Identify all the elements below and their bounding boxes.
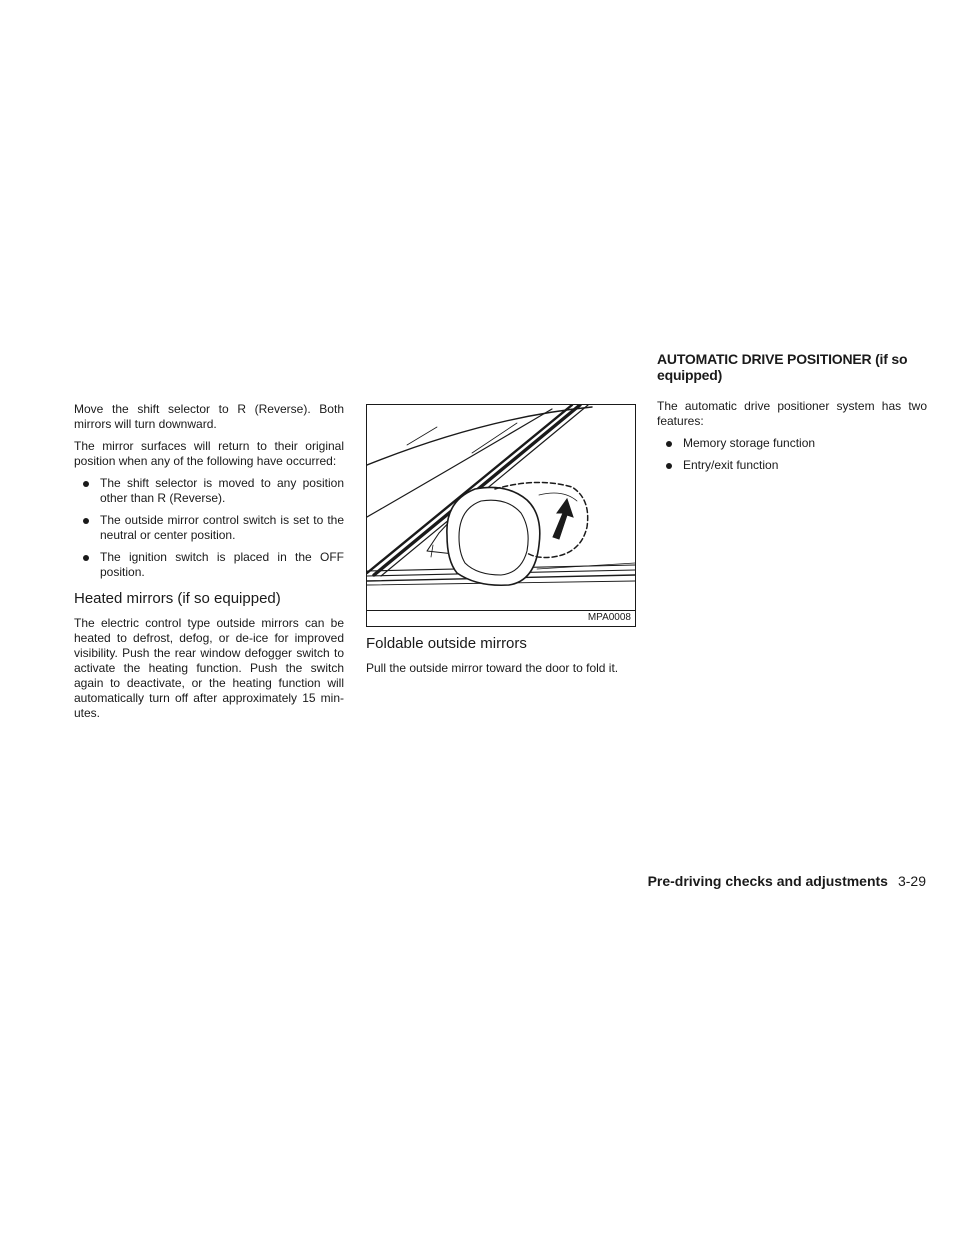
foldable-mirrors-heading: Foldable outside mirrors: [366, 635, 527, 652]
right-column: [657, 351, 927, 480]
left-column: [74, 402, 344, 728]
mirror-drawing: [367, 405, 635, 610]
page-number: 3-29: [897, 873, 926, 889]
foldable-mirrors-paragraph: Pull the outside mirror toward the door to fold it.: [366, 661, 619, 675]
bullet-icon: [666, 441, 672, 447]
mirror-fold-illustration: [366, 404, 636, 627]
section-title: AUTOMATIC DRIVE POSITIONER (if so equipped): [657, 351, 908, 383]
shift-paragraph: Move the shift selector to R (Reverse). Both mirrors will turn downward.: [74, 402, 344, 431]
return-paragraph: The mirror surfaces will return to their original position when any of the following have occurred:: [74, 439, 344, 468]
middle-column: [366, 404, 636, 683]
page-footer: [648, 872, 926, 890]
adp-features-list: [657, 436, 927, 473]
return-conditions-list: [74, 476, 344, 580]
fold-arrow-icon: [553, 499, 573, 539]
list-item: The ignition switch is placed in the OFF position.: [74, 550, 344, 580]
figure-divider: [367, 610, 635, 611]
bullet-icon: [83, 555, 89, 561]
list-item: The outside mirror control switch is set to the neutral or center position.: [74, 513, 344, 543]
bullet-icon: [83, 518, 89, 524]
figure-code: MPA0008: [587, 612, 631, 623]
adp-intro-paragraph: The automatic drive positioner system has two features:: [657, 399, 927, 428]
chapter-title: Pre-driving checks and adjustments: [647, 873, 888, 889]
bullet-icon: [666, 463, 672, 469]
list-item: Entry/exit function: [657, 458, 927, 473]
list-item: The shift selector is moved to any position other than R (Reverse).: [74, 476, 344, 506]
heated-mirrors-paragraph: The electric control type outside mirrors can be heated to defrost, defog, or de-ice for improved visibility. Push the rear window defogger switch to activate the heating function. Push the switch again to deactivate, or the heating function will automatically turn off after approximately 15 min-utes.: [74, 616, 344, 720]
list-item: Memory storage function: [657, 436, 927, 451]
heated-mirrors-heading: Heated mirrors (if so equipped): [74, 590, 281, 607]
bullet-icon: [83, 481, 89, 487]
